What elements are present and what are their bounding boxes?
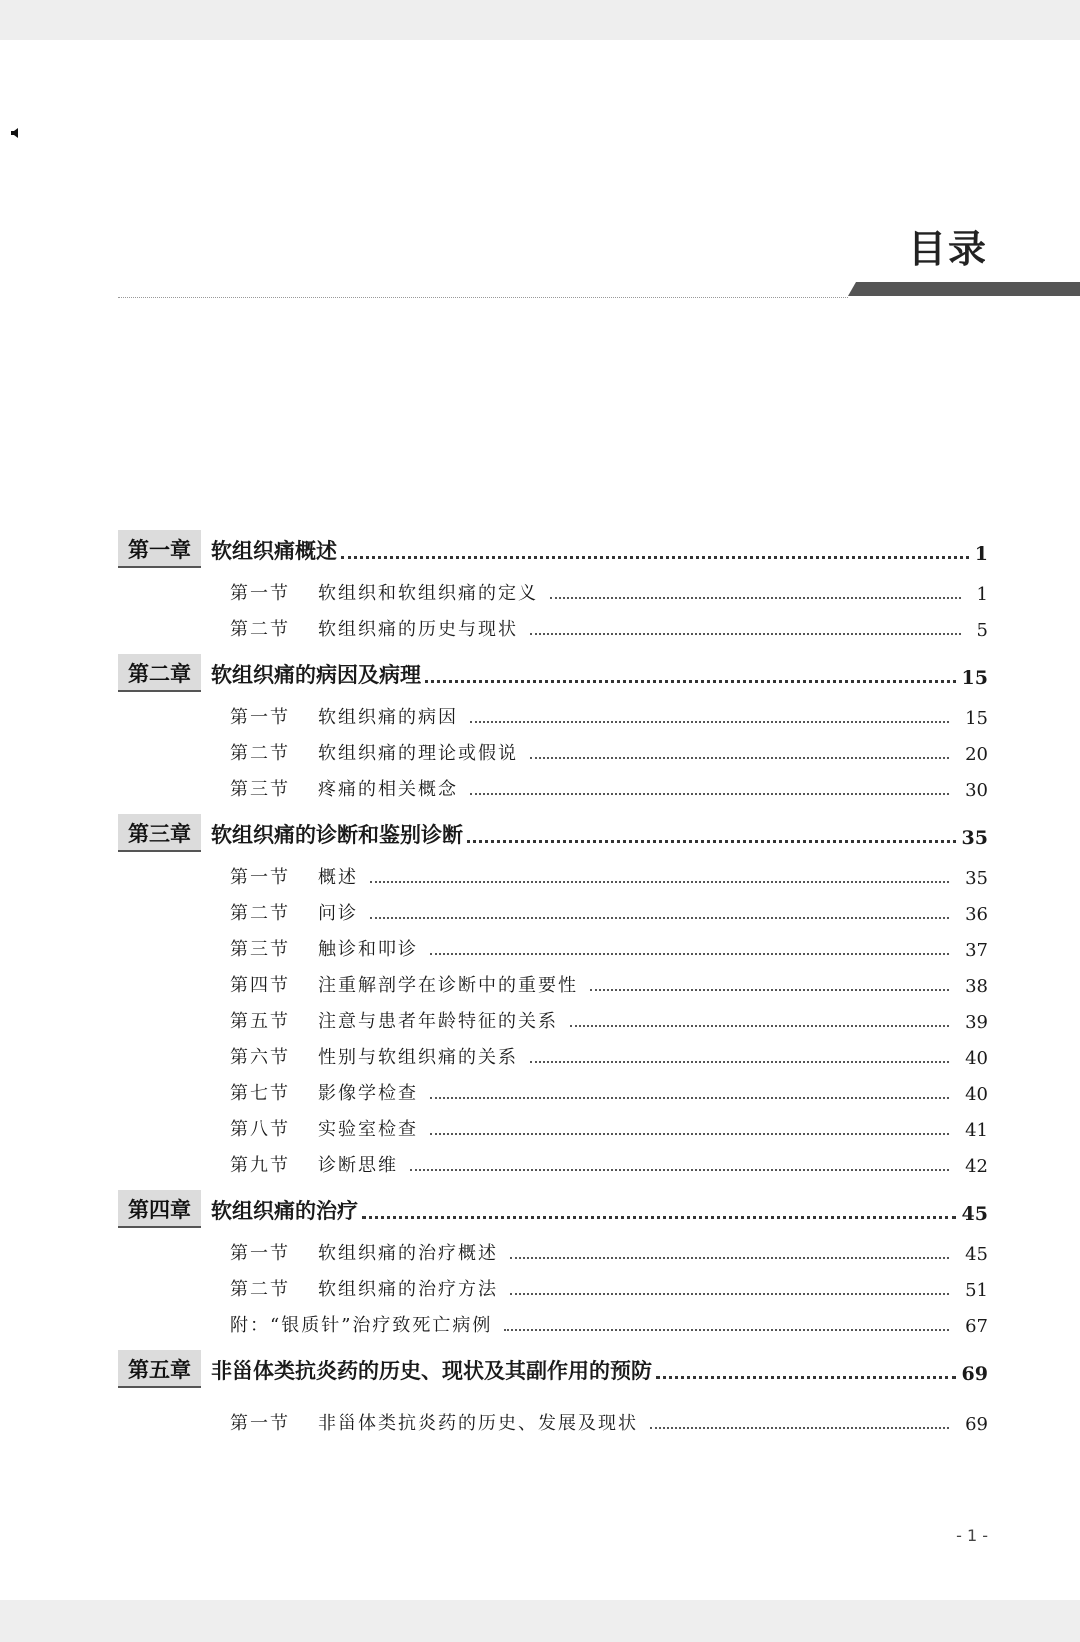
section-number: 第五节 [230, 1011, 290, 1032]
toc-section[interactable] [118, 964, 988, 1000]
section-page-number: 45 [965, 1244, 988, 1265]
toc-chapter[interactable] [118, 644, 988, 692]
section-page-number: 51 [965, 1280, 988, 1301]
section-title: 问诊 [318, 903, 358, 924]
section-number: 第九节 [230, 1155, 290, 1176]
dot-leader [470, 793, 949, 795]
spacer [118, 1388, 988, 1402]
chapter-page-number: 45 [961, 1203, 988, 1225]
toc-section[interactable] [118, 928, 988, 964]
section-number: 第二节 [230, 743, 290, 764]
chapter-page-number: 69 [961, 1363, 988, 1385]
dot-leader [425, 680, 956, 683]
dot-leader [370, 881, 949, 883]
chapter-page-number: 1 [974, 543, 988, 565]
chapter-number-badge: 第四章 [118, 1190, 201, 1228]
dot-leader [510, 1257, 949, 1259]
section-page-number: 35 [965, 868, 988, 889]
toc-section[interactable] [118, 1108, 988, 1144]
dot-leader [530, 1061, 949, 1063]
section-page-number: 41 [965, 1120, 988, 1141]
section-number: 第八节 [230, 1119, 290, 1140]
section-title: 实验室检查 [318, 1119, 418, 1140]
toc-section[interactable] [118, 1268, 988, 1304]
section-number: 第一节 [230, 707, 290, 728]
dot-leader [341, 556, 969, 559]
section-page-number: 67 [965, 1316, 988, 1337]
toc-section[interactable] [118, 856, 988, 892]
section-page-number: 40 [965, 1084, 988, 1105]
section-title: 软组织痛的治疗概述 [318, 1243, 498, 1264]
dot-leader [410, 1169, 949, 1171]
section-title: 注意与患者年龄特征的关系 [318, 1011, 558, 1032]
section-number: 第一节 [230, 1243, 290, 1264]
chapter-title: 软组织痛的病因及病理 [211, 662, 421, 687]
section-page-number: 42 [965, 1156, 988, 1177]
section-page-number: 20 [965, 744, 988, 765]
toc-section[interactable] [118, 1232, 988, 1268]
section-number: 第七节 [230, 1083, 290, 1104]
section-page-number: 69 [965, 1414, 988, 1435]
toc-section[interactable] [118, 1000, 988, 1036]
section-number: 第二节 [230, 903, 290, 924]
section-number: 第三节 [230, 939, 290, 960]
dot-leader [430, 953, 949, 955]
dot-leader [590, 989, 949, 991]
page-title: 目录 [907, 227, 988, 271]
section-page-number: 39 [965, 1012, 988, 1033]
section-title: 性别与软组织痛的关系 [318, 1047, 518, 1068]
document-page [0, 40, 1080, 1600]
toc-chapter[interactable] [118, 1340, 988, 1388]
section-page-number: 40 [965, 1048, 988, 1069]
toc-section[interactable] [118, 1402, 988, 1438]
toc-section[interactable] [118, 608, 988, 644]
section-title: 软组织痛的病因 [318, 707, 458, 728]
toc-section[interactable] [118, 892, 988, 928]
toc-appendix[interactable] [118, 1304, 988, 1340]
dot-leader [530, 757, 949, 759]
section-page-number: 1 [976, 584, 988, 605]
section-page-number: 36 [965, 904, 988, 925]
toc-chapter[interactable] [118, 520, 988, 568]
dot-leader [550, 597, 961, 599]
dot-leader [470, 721, 949, 723]
section-page-number: 15 [965, 708, 988, 729]
chapter-number-badge: 第二章 [118, 654, 201, 692]
page-number: - 1 - [956, 1526, 988, 1545]
section-title: 疼痛的相关概念 [318, 779, 458, 800]
speaker-icon [10, 128, 20, 138]
section-number: 第六节 [230, 1047, 290, 1068]
dot-leader [370, 917, 949, 919]
header-dotted-rule [118, 297, 848, 298]
dot-leader [430, 1133, 949, 1135]
toc-section[interactable] [118, 572, 988, 608]
section-number: 第二节 [230, 619, 290, 640]
table-of-contents [118, 520, 988, 1438]
dot-leader [530, 633, 961, 635]
section-title: 非甾体类抗炎药的历史、发展及现状 [318, 1413, 638, 1434]
section-number: 第一节 [230, 583, 290, 604]
toc-section[interactable] [118, 1072, 988, 1108]
dot-leader [362, 1216, 956, 1219]
chapter-title: 非甾体类抗炎药的历史、现状及其副作用的预防 [211, 1358, 652, 1383]
chapter-title: 软组织痛概述 [211, 538, 337, 563]
chapter-title: 软组织痛的治疗 [211, 1198, 358, 1223]
toc-section[interactable] [118, 732, 988, 768]
section-title: 软组织和软组织痛的定义 [318, 583, 538, 604]
section-title: 软组织痛的治疗方法 [318, 1279, 498, 1300]
section-page-number: 38 [965, 976, 988, 997]
chapter-number-badge: 第五章 [118, 1350, 201, 1388]
toc-section[interactable] [118, 696, 988, 732]
toc-section[interactable] [118, 768, 988, 804]
section-title: 触诊和叩诊 [318, 939, 418, 960]
chapter-number-badge: 第一章 [118, 530, 201, 568]
dot-leader [504, 1329, 949, 1331]
section-number: 第三节 [230, 779, 290, 800]
section-title: 注重解剖学在诊断中的重要性 [318, 975, 578, 996]
section-title: 概述 [318, 867, 358, 888]
section-number: 第一节 [230, 1413, 290, 1434]
dot-leader [650, 1427, 949, 1429]
section-page-number: 5 [976, 620, 988, 641]
dot-leader [656, 1376, 956, 1379]
toc-chapter[interactable] [118, 1180, 988, 1228]
section-page-number: 30 [965, 780, 988, 801]
appendix-title: 附：“银质针”治疗致死亡病例 [230, 1315, 493, 1336]
chapter-page-number: 35 [961, 827, 988, 849]
chapter-number-badge: 第三章 [118, 814, 201, 852]
dot-leader [570, 1025, 949, 1027]
header-bar [848, 282, 1080, 296]
section-title: 诊断思维 [318, 1155, 398, 1176]
chapter-title: 软组织痛的诊断和鉴别诊断 [211, 822, 463, 847]
dot-leader [430, 1097, 949, 1099]
section-title: 影像学检查 [318, 1083, 418, 1104]
section-title: 软组织痛的历史与现状 [318, 619, 518, 640]
section-number: 第一节 [230, 867, 290, 888]
section-number: 第二节 [230, 1279, 290, 1300]
section-page-number: 37 [965, 940, 988, 961]
dot-leader [510, 1293, 949, 1295]
chapter-page-number: 15 [961, 667, 988, 689]
section-number: 第四节 [230, 975, 290, 996]
toc-chapter[interactable] [118, 804, 988, 852]
toc-section[interactable] [118, 1036, 988, 1072]
dot-leader [467, 840, 956, 843]
section-title: 软组织痛的理论或假说 [318, 743, 518, 764]
toc-section[interactable] [118, 1144, 988, 1180]
